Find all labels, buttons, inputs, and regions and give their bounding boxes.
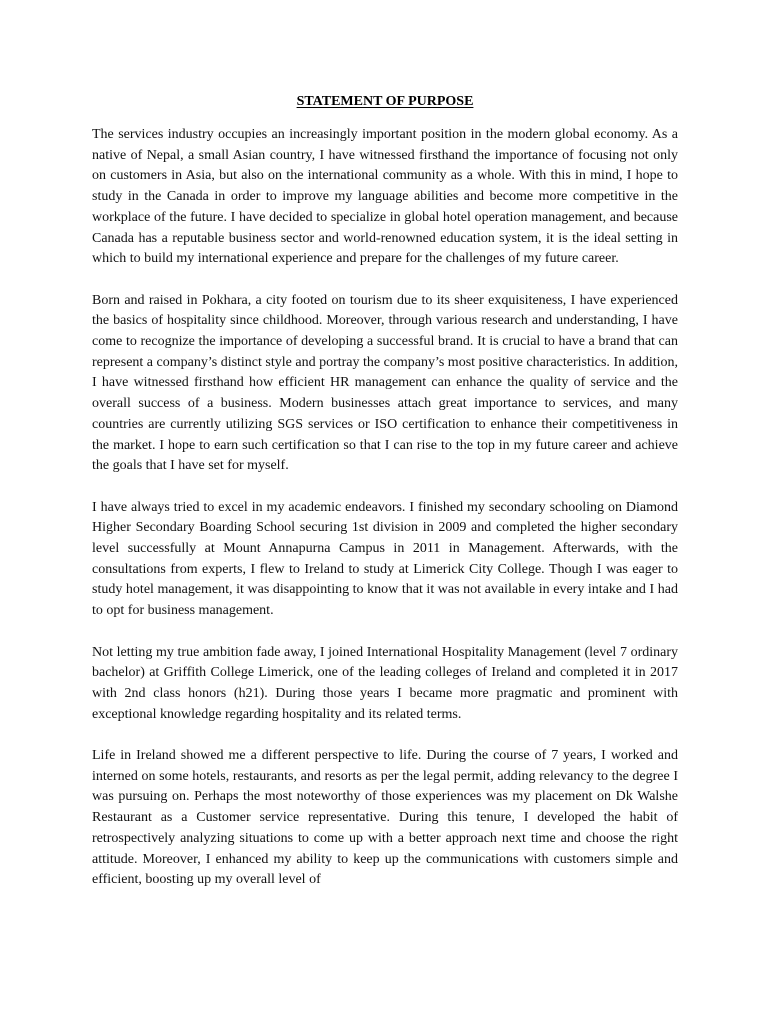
paragraph-background: Born and raised in Pokhara, a city footed on tourism due to its sheer exquisiteness, I have experienced the basics of hospitality since childhood. Moreover, through various research and understanding, I have come to recognize the importance of developing a successful brand. It is crucial to have a brand that can represent a company’s distinct style and portray the company’s most positive characteristics. In addition, I have witnessed firsthand how efficient HR management can enhance the quality of service and the overall success of a business. Modern businesses attach great importance to services, and many countries are currently utilizing SGS services or ISO certification to enhance their competitiveness in the market. I hope to earn such certification so that I can rise to the top in my future career and achieve the goals that I have set for myself. (92, 292, 678, 474)
paragraph-hospitality-degree: Not letting my true ambition fade away, I joined International Hospitality Management (level 7 ordinary bachelor) at Griffith College Limerick, one of the leading colleges of Ireland and completed it in 2017 with 2nd class honors (h21). During those years I became more pragmatic and prominent with exceptional knowledge regarding hospitality and its related terms. (92, 644, 678, 722)
page-title: STATEMENT OF PURPOSE (296, 94, 474, 109)
document-body (92, 125, 678, 891)
paragraph-introduction: The services industry occupies an increasingly important position in the modern global economy. As a native of Nepal, a small Asian country, I have witnessed firsthand the importance of focusing not only on customers in Asia, but also on the international community as a whole. With this in mind, I hope to study in the Canada in order to improve my language abilities and become more competitive in the workplace of the future. I have decided to specialize in global hotel operation management, and because Canada has a reputable business sector and world-renowned education system, it is the ideal setting in which to build my international experience and prepare for the challenges of my future career. (92, 127, 678, 267)
paragraph-work-experience: Life in Ireland showed me a different perspective to life. During the course of 7 years, I worked and interned on some hotels, restaurants, and resorts as per the legal permit, adding relevancy to the degree I was pursuing on. Perhaps the most noteworthy of those experiences was my placement on Dk Walshe Restaurant as a Customer service representative. During this tenure, I developed the habit of retrospectively analyzing situations to come up with a better approach next time and choose the right attitude. Moreover, I enhanced my ability to keep up the communications with customers simple and efficient, boosting up my overall level of (92, 748, 678, 888)
paragraph-academics: I have always tried to excel in my academic endeavors. I finished my secondary schooling on Diamond Higher Secondary Boarding School securing 1st division in 2009 and completed the higher secondary level successfully at Mount Annapurna Campus in 2011 in Management. Afterwards, with the consultations from experts, I flew to Ireland to study at Limerick City College. Though I was eager to study hotel management, it was disappointing to know that it was not available in every intake and I had to opt for business management. (92, 499, 678, 619)
